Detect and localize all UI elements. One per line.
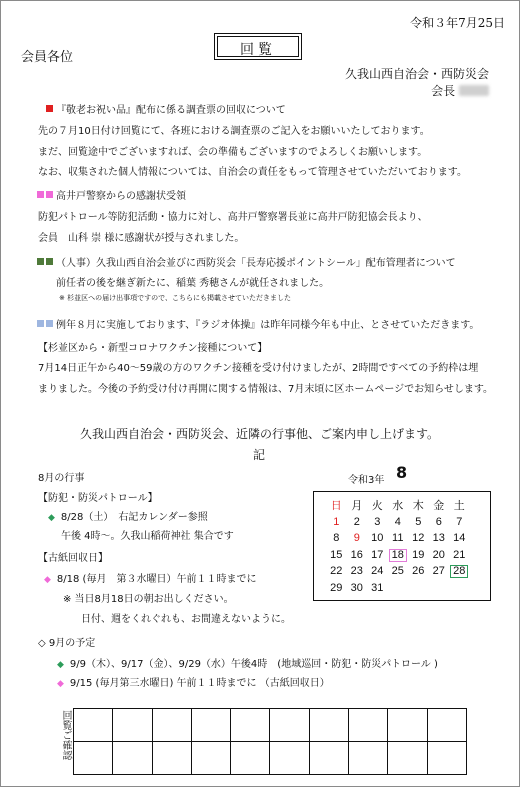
weekday-fri: 金 bbox=[433, 499, 445, 512]
august-label: 8月の行事 bbox=[38, 473, 85, 484]
green-diamond-icon: ◆ bbox=[48, 513, 55, 523]
calendar-day bbox=[429, 580, 450, 596]
stamp-cell[interactable] bbox=[152, 742, 191, 775]
calendar-day: 16 bbox=[350, 548, 363, 561]
stamp-cell[interactable] bbox=[309, 742, 348, 775]
green-diamond-icon: ◆ bbox=[57, 660, 64, 670]
pink-square-icon bbox=[46, 191, 53, 198]
addressee: 会員各位 bbox=[21, 50, 74, 65]
calendar-day: 2 bbox=[353, 516, 360, 529]
intro-heading: 久我山西自治会・西防災会、近隣の行事他、ご案内申し上げます。 bbox=[80, 427, 440, 441]
stamp-cell[interactable] bbox=[113, 709, 152, 742]
stamp-cell[interactable] bbox=[231, 709, 270, 742]
calendar bbox=[313, 491, 491, 601]
calendar-week bbox=[326, 547, 470, 563]
weekday-mon: 月 bbox=[351, 499, 363, 512]
stamp-cell[interactable] bbox=[388, 709, 427, 742]
green-square-icon bbox=[46, 258, 53, 265]
stamp-cell[interactable] bbox=[427, 742, 466, 775]
calendar-day: 25 bbox=[391, 565, 404, 578]
section-2-line-2: 会員 山科 崇 様に感謝状が授与されました。 bbox=[38, 233, 245, 244]
calendar-day bbox=[408, 580, 429, 596]
section-3-note: ※ 杉並区への届け出事項ですので、こちらにも掲載させていただきました bbox=[59, 294, 291, 302]
stamp-cell[interactable] bbox=[74, 709, 113, 742]
section-3-line: 前任者の後を継ぎ新たに、稲葉 秀穂さんが就任されました。 bbox=[56, 278, 330, 289]
calendar-day bbox=[449, 580, 470, 596]
chair-label: 会長 bbox=[431, 84, 456, 98]
section-2-title bbox=[37, 187, 186, 202]
paper-header: 【古紙回収日】 bbox=[38, 553, 108, 564]
calendar-day: 5 bbox=[415, 516, 422, 529]
section-1-title bbox=[46, 101, 286, 116]
redacted-name bbox=[459, 85, 489, 96]
paper-note-1: ※ 当日8月18日の朝お出しください。 bbox=[63, 594, 234, 605]
calendar-day: 26 bbox=[412, 565, 425, 578]
patrol-header: 【防犯・防災パトロール】 bbox=[38, 493, 158, 504]
stamp-cell[interactable] bbox=[349, 709, 388, 742]
stamp-cell[interactable] bbox=[270, 709, 309, 742]
circulation-label: 回覧ご確認 bbox=[60, 710, 71, 760]
green-square-icon bbox=[37, 258, 44, 265]
calendar-day: 27 bbox=[432, 565, 445, 578]
calendar-week bbox=[326, 514, 470, 530]
weekday-wed: 水 bbox=[392, 499, 404, 512]
section-5-line-1: 7月14日正午から40～59歳の方のワクチン接種を受け付けましたが、2時間ですべての予約枠は埋 bbox=[38, 363, 479, 374]
section-4-title bbox=[37, 316, 479, 331]
stamp-row bbox=[74, 709, 467, 742]
calendar-day: 13 bbox=[432, 532, 445, 545]
calendar-week bbox=[326, 531, 470, 547]
calendar-table bbox=[326, 498, 470, 596]
calendar-day bbox=[388, 580, 409, 596]
stamp-cell[interactable] bbox=[349, 742, 388, 775]
calendar-day: 24 bbox=[371, 565, 384, 578]
calendar-day: 29 bbox=[330, 581, 343, 594]
paper-date-line bbox=[44, 570, 256, 585]
chair-line bbox=[431, 82, 489, 99]
section-1-line-3: なお、収集された個人情報については、自治会の責任をもって管理させていただいております。 bbox=[38, 167, 467, 178]
notice-date: 令和３年7月25日 bbox=[410, 16, 505, 30]
red-square-icon bbox=[46, 105, 53, 112]
calendar-day: 11 bbox=[392, 532, 404, 545]
calendar-day: 17 bbox=[371, 548, 384, 561]
section-5-line-2: まりました。今後の予約受け付け再開に関する情報は、7月末頃に区ホームページでお知らせします。 bbox=[38, 384, 494, 395]
calendar-day: 22 bbox=[330, 565, 343, 578]
september-item-2: 9/15 (毎月第三水曜日) 午前１１時までに （古紙回収日） bbox=[69, 678, 330, 689]
title-box bbox=[214, 33, 302, 60]
section-5-title: 【杉並区から・新型コロナワクチン接種について】 bbox=[38, 343, 268, 354]
patrol-date: 8/28（土） 右記カレンダー参照 bbox=[60, 512, 208, 523]
weekday-thu: 木 bbox=[412, 499, 424, 512]
pink-diamond-icon: ◆ bbox=[57, 679, 64, 689]
calendar-day: 7 bbox=[456, 516, 463, 529]
notice-title: 回覧 bbox=[240, 42, 276, 58]
calendar-day: 23 bbox=[350, 565, 363, 578]
calendar-day: 19 bbox=[412, 548, 425, 561]
blue-square-icon bbox=[37, 320, 44, 327]
calendar-day: 9 bbox=[353, 532, 360, 545]
calendar-day: 1 bbox=[333, 516, 340, 529]
section-1-line-2: まだ、回覧途中でございますれば、会の準備もございますのでよろしくお願いします。 bbox=[38, 147, 428, 158]
calendar-month: 8 bbox=[396, 463, 408, 482]
stamp-cell[interactable] bbox=[270, 742, 309, 775]
paper-note-2: 日付、週をくれぐれも、お間違えないように。 bbox=[81, 614, 291, 625]
calendar-day: 4 bbox=[394, 516, 401, 529]
pink-diamond-icon: ◆ bbox=[44, 575, 51, 585]
calendar-day: 8 bbox=[333, 532, 340, 545]
calendar-day: 20 bbox=[432, 548, 445, 561]
calendar-day: 15 bbox=[330, 548, 343, 561]
organization-name: 久我山西自治会・西防災会 bbox=[344, 67, 489, 81]
section-1-title-text: 『敬老お祝い品』配布に係る調査票の回収について bbox=[56, 105, 286, 116]
calendar-day: 14 bbox=[453, 532, 466, 545]
weekday-row bbox=[326, 498, 470, 514]
september-item-1-line bbox=[57, 655, 438, 670]
weekday-tue: 火 bbox=[371, 499, 383, 512]
patrol-time: 午後 4時～。久我山稲荷神社 集合です bbox=[61, 531, 234, 542]
section-3-title bbox=[37, 254, 456, 269]
stamp-cell[interactable] bbox=[191, 742, 230, 775]
stamp-cell[interactable] bbox=[152, 709, 191, 742]
section-1-line-1: 先の７月10日付け回覧にて、各班における調査票のご記入をお願いいたしております。 bbox=[38, 126, 430, 137]
calendar-week bbox=[326, 564, 470, 580]
weekday-sun: 日 bbox=[330, 499, 342, 512]
september-item-1: 9/9（木）、9/17（金）、9/29（水）午後4時 (地域巡回・防犯・防災パトロール ) bbox=[69, 659, 438, 670]
calendar-day: 30 bbox=[350, 581, 363, 594]
circulation-stamp-grid bbox=[73, 708, 467, 775]
stamp-cell[interactable] bbox=[388, 742, 427, 775]
calendar-day: 6 bbox=[435, 516, 442, 529]
calendar-week bbox=[326, 580, 470, 596]
stamp-cell[interactable] bbox=[231, 742, 270, 775]
calendar-day-paper-collection: 18 bbox=[388, 547, 409, 563]
section-4-title-text: 例年８月に実施しております、『ラジオ体操』は昨年同様今年も中止、とさせていただきます。 bbox=[56, 320, 480, 331]
weekday-sat: 土 bbox=[453, 499, 465, 512]
ki-heading: 記 bbox=[253, 448, 266, 462]
section-2-line-1: 防犯パトロール等防犯活動・協力に対し、高井戸警察署長並に高井戸防犯協会長より、 bbox=[38, 212, 428, 223]
stamp-cell[interactable] bbox=[427, 709, 466, 742]
calendar-day: 31 bbox=[371, 581, 384, 594]
section-2-title-text: 高井戸警察からの感謝状受領 bbox=[56, 191, 186, 202]
stamp-row bbox=[74, 742, 467, 775]
stamp-cell[interactable] bbox=[113, 742, 152, 775]
section-3-title-text: （人事）久我山西自治会並びに西防災会「長寿応援ポイントシール」配布管理者について bbox=[56, 258, 456, 269]
calendar-day: 3 bbox=[374, 516, 381, 529]
pink-square-icon bbox=[37, 191, 44, 198]
stamp-cell[interactable] bbox=[74, 742, 113, 775]
calendar-day-patrol: 28 bbox=[449, 564, 470, 580]
blue-square-icon bbox=[46, 320, 53, 327]
september-label: ◇ 9月の予定 bbox=[38, 638, 96, 649]
calendar-day: 12 bbox=[412, 532, 425, 545]
calendar-day: 21 bbox=[453, 548, 466, 561]
stamp-cell[interactable] bbox=[191, 709, 230, 742]
paper-date: 8/18 (毎月 第３水曜日）午前１１時までに bbox=[56, 574, 257, 585]
calendar-day: 10 bbox=[371, 532, 384, 545]
calendar-era: 令和3年 bbox=[348, 475, 385, 486]
stamp-cell[interactable] bbox=[309, 709, 348, 742]
september-item-2-line bbox=[57, 674, 330, 689]
patrol-date-line bbox=[48, 508, 208, 523]
